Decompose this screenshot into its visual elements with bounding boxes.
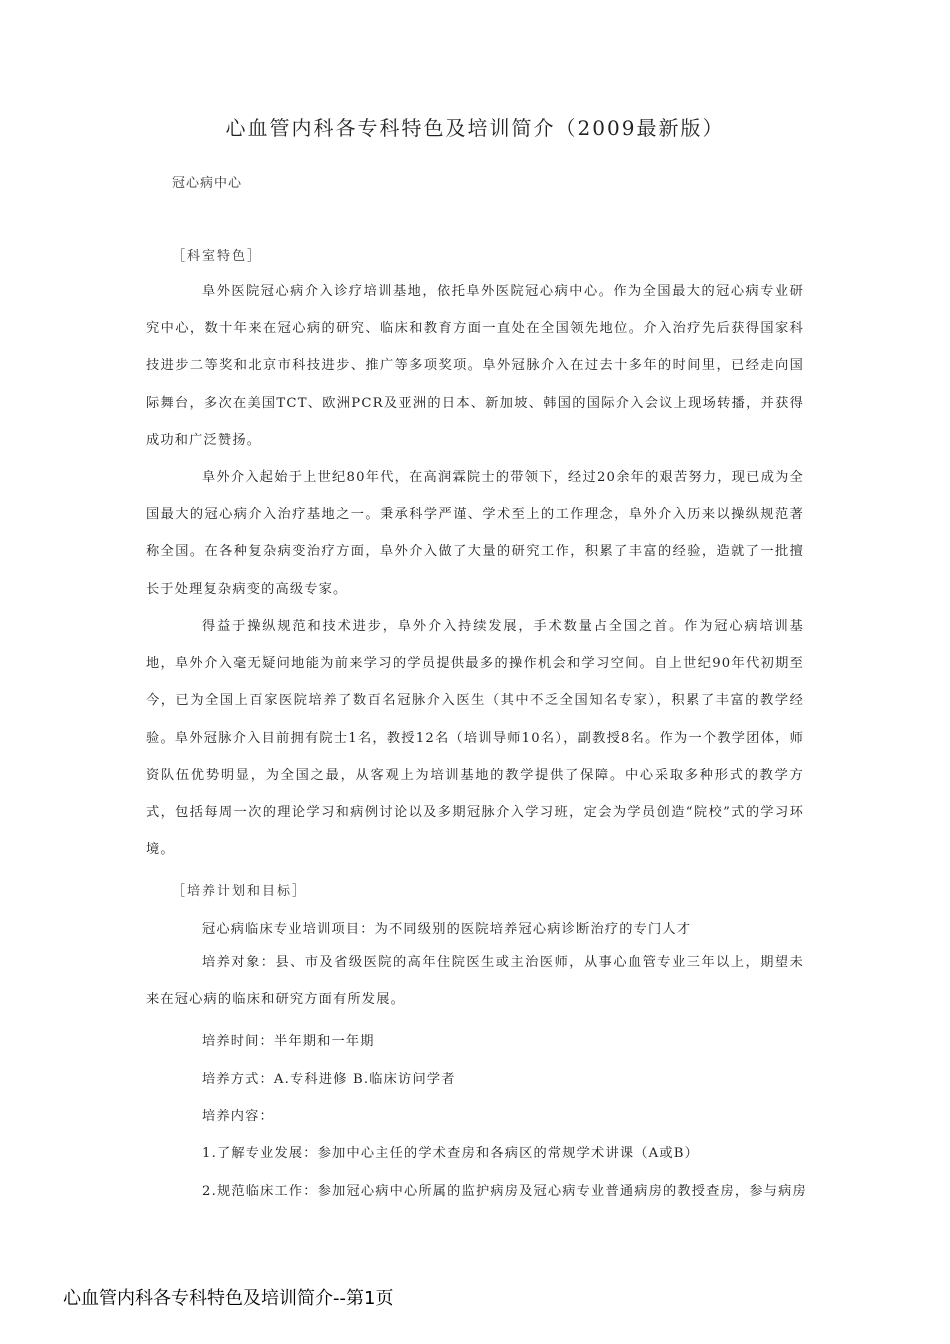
features-paragraph-3: 得益于操纵规范和技术进步，阜外介入持续发展，手术数量占全国之首。作为冠心病培训基地，阜外介入毫无疑问地能为前来学习的学员提供最多的操作机会和学习空间。自上世纪90年代初期至今，已为全国上百家医院培养了数百名冠脉介入医生（其中不乏全国知名专家），积累了丰富的教学经验。阜外冠脉介入目前拥有院士1名，教授12名（培训导师10名），副教授8名。作为一个教学团体，师资队伍优势明显，为全国之最，从客观上为培训基地的教学提供了保障。中心采取多种形式的教学方式，包括每周一次的理论学习和病例讨论以及多期冠脉介入学习班，定会为学员创造“院校”式的学习环境。 (146, 619, 804, 858)
content-item-1: 1.了解专业发展：参加中心主任的学术查房和各病区的常规学术讲课（A或B） (202, 1146, 699, 1161)
section-heading-plan: ［培养计划和目标］ (172, 884, 308, 899)
page-footer: 心血管内科各专科特色及培训简介--第1页 (63, 1288, 394, 1309)
document-title: 心血管内科各专科特色及培训简介（2009最新版） (225, 116, 725, 140)
features-paragraph-2: 阜外介入起始于上世纪80年代，在高润霖院士的带领下，经过20余年的艰苦努力，现已成为全国最大的冠心病介入治疗基地之一。秉承科学严谨、学术至上的工作理念，阜外介入历来以操纵规范著称全国。在各种复杂病变治疗方面，阜外介入做了大量的研究工作，积累了丰富的经验，造就了一批擅长于处理复杂病变的高级专家。 (146, 470, 804, 597)
content-item-2: 2.规范临床工作：参加冠心病中心所属的监护病房及冠心病专业普通病房的教授查房，参与病房 (202, 1184, 807, 1199)
program-line: 冠心病临床专业培训项目：为不同级别的医院培养冠心病诊断治疗的专门人才 (202, 922, 692, 937)
center-name: 冠心病中心 (172, 176, 243, 191)
method-line: 培养方式：A.专科进修 B.临床访问学者 (202, 1072, 456, 1087)
section-heading-features: ［科室特色］ (172, 249, 263, 264)
content-line: 培养内容： (202, 1109, 274, 1124)
duration-line: 培养时间：半年期和一年期 (202, 1034, 375, 1049)
target-paragraph: 培养对象：县、市及省级医院的高年住院医生或主治医师，从事心血管专业三年以上，期望未来在冠心病的临床和研究方面有所发展。 (146, 955, 804, 1008)
features-paragraph-1: 阜外医院冠心病介入诊疗培训基地，依托阜外医院冠心病中心。作为全国最大的冠心病专业研究中心，数十年来在冠心病的研究、临床和教育方面一直处在全国领先地位。介入治疗先后获得国家科技进步二等奖和北京市科技进步、推广等多项奖项。阜外冠脉介入在过去十多年的时间里，已经走向国际舞台，多次在美国TCT、欧洲PCR及亚洲的日本、新加坡、韩国的国际介入会议上现场转播，并获得成功和广泛赞扬。 (146, 284, 804, 448)
